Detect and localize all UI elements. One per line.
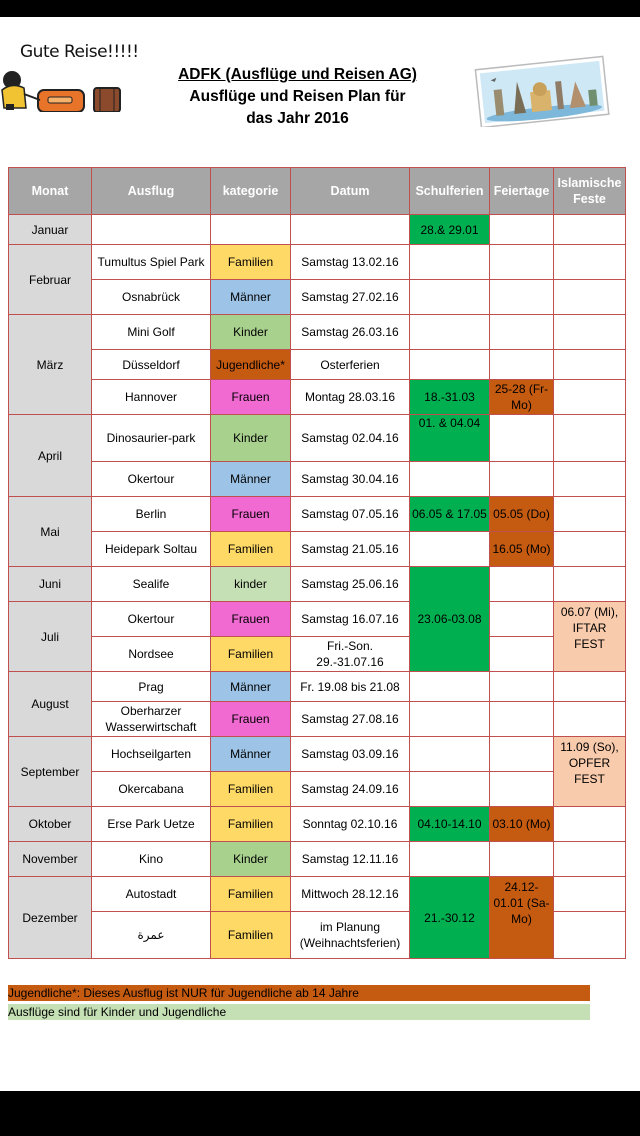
page-title <box>140 64 455 130</box>
islamische-cell <box>554 350 626 380</box>
table-row <box>9 877 626 912</box>
islamische-cell <box>554 532 626 567</box>
ausflug-cell <box>92 215 211 245</box>
datum-cell: Samstag 02.04.16 <box>291 415 410 462</box>
ausflug-cell: Kino <box>92 842 211 877</box>
schulferien-cell: 06.05 & 17.05 <box>410 497 490 532</box>
feiertage-cell <box>490 315 554 350</box>
schulferien-cell: 18.-31.03 <box>410 380 490 415</box>
postcard-image <box>472 55 612 127</box>
islamische-cell <box>554 877 626 912</box>
schulferien-cell <box>410 842 490 877</box>
islamische-cell <box>554 702 626 737</box>
legend-kinder-jugendliche: Ausflüge sind für Kinder und Jugendliche <box>8 1004 590 1020</box>
ausflug-cell: Heidepark Soltau <box>92 532 211 567</box>
islamische-cell <box>554 315 626 350</box>
datum-cell <box>291 215 410 245</box>
schulferien-cell <box>410 315 490 350</box>
datum-cell: Samstag 12.11.16 <box>291 842 410 877</box>
month-cell: Februar <box>9 245 92 315</box>
kategorie-cell: Kinder <box>211 315 291 350</box>
datum-cell: Samstag 21.05.16 <box>291 532 410 567</box>
table-row <box>9 245 626 280</box>
table-row <box>9 602 626 637</box>
schulferien-cell <box>410 737 490 772</box>
kategorie-cell: Männer <box>211 280 291 315</box>
ausflug-cell: Tumultus Spiel Park <box>92 245 211 280</box>
islamische-cell <box>554 280 626 315</box>
month-cell: August <box>9 672 92 737</box>
table-row <box>9 807 626 842</box>
ausflug-cell: Berlin <box>92 497 211 532</box>
schulferien-cell: 21.-30.12 <box>410 877 490 959</box>
feiertage-cell: 03.10 (Mo) <box>490 807 554 842</box>
schulferien-cell: 01. & 04.04 <box>410 415 490 462</box>
table-row <box>9 637 626 672</box>
kategorie-cell: Familien <box>211 637 291 672</box>
datum-cell: Fri.-Son. 29.-31.07.16 <box>291 637 410 672</box>
month-cell: Januar <box>9 215 92 245</box>
kategorie-cell: Männer <box>211 462 291 497</box>
table-row <box>9 315 626 350</box>
datum-cell: Samstag 16.07.16 <box>291 602 410 637</box>
kategorie-cell: Frauen <box>211 497 291 532</box>
feiertage-cell <box>490 672 554 702</box>
table-row <box>9 280 626 315</box>
datum-cell: Samstag 26.03.16 <box>291 315 410 350</box>
ausflug-cell: Nordsee <box>92 637 211 672</box>
logo <box>0 42 139 112</box>
islamische-cell <box>554 842 626 877</box>
month-cell: Juni <box>9 567 92 602</box>
datum-cell: Montag 28.03.16 <box>291 380 410 415</box>
kategorie-cell: Kinder <box>211 842 291 877</box>
feiertage-cell <box>490 350 554 380</box>
ausflug-cell: Oberharzer Wasserwirtschaft <box>92 702 211 737</box>
kategorie-cell: Frauen <box>211 380 291 415</box>
month-cell: März <box>9 315 92 415</box>
schulferien-cell <box>410 672 490 702</box>
feiertage-cell <box>490 567 554 602</box>
ausflug-cell: Prag <box>92 672 211 702</box>
world-landmarks-icon <box>472 55 612 127</box>
datum-cell: Fr. 19.08 bis 21.08 <box>291 672 410 702</box>
islamische-cell: 11.09 (So), OPFER FEST <box>554 737 626 807</box>
ausflug-cell: Okertour <box>92 462 211 497</box>
ausflug-cell: Hannover <box>92 380 211 415</box>
feiertage-cell: 16.05 (Mo) <box>490 532 554 567</box>
table-header-row <box>9 168 626 215</box>
table-row <box>9 415 626 462</box>
ausflug-cell: Osnabrück <box>92 280 211 315</box>
datum-cell: Samstag 07.05.16 <box>291 497 410 532</box>
islamische-cell <box>554 807 626 842</box>
table-row <box>9 702 626 737</box>
feiertage-cell <box>490 280 554 315</box>
logo-text: Gute Reise!!!!! <box>20 42 139 62</box>
kategorie-cell: Familien <box>211 772 291 807</box>
table-row <box>9 462 626 497</box>
kategorie-cell: Familien <box>211 245 291 280</box>
month-cell: April <box>9 415 92 497</box>
schulferien-cell <box>410 532 490 567</box>
table-row <box>9 215 626 245</box>
ausflug-cell: Sealife <box>92 567 211 602</box>
feiertage-cell <box>490 772 554 807</box>
kategorie-cell: Frauen <box>211 602 291 637</box>
header-feiertage: Feiertage <box>490 168 554 215</box>
feiertage-cell <box>490 702 554 737</box>
kategorie-cell: Familien <box>211 532 291 567</box>
table-row <box>9 532 626 567</box>
islamische-cell: 06.07 (Mi), IFTAR FEST <box>554 602 626 672</box>
schedule-sheet <box>0 17 640 1091</box>
datum-cell: Samstag 27.08.16 <box>291 702 410 737</box>
islamische-cell <box>554 462 626 497</box>
table-row <box>9 672 626 702</box>
feiertage-cell: 05.05 (Do) <box>490 497 554 532</box>
islamische-cell <box>554 380 626 415</box>
islamische-cell <box>554 215 626 245</box>
month-cell: September <box>9 737 92 807</box>
schulferien-cell: 28.& 29.01 <box>410 215 490 245</box>
legend-jugendliche: Jugendliche*: Dieses Ausflug ist NUR für Jugendliche ab 14 Jahre <box>8 985 590 1001</box>
header-datum: Datum <box>291 168 410 215</box>
kategorie-cell <box>211 215 291 245</box>
month-cell: Juli <box>9 602 92 672</box>
header-ausflug: Ausflug <box>92 168 211 215</box>
islamische-cell <box>554 415 626 462</box>
kategorie-cell: Männer <box>211 737 291 772</box>
ausflug-cell: Dinosaurier-park <box>92 415 211 462</box>
feiertage-cell: 24.12-01.01 (Sa-Mo) <box>490 877 554 959</box>
feiertage-cell: 25-28 (Fr-Mo) <box>490 380 554 415</box>
datum-cell: Sonntag 02.10.16 <box>291 807 410 842</box>
kategorie-cell: Familien <box>211 877 291 912</box>
islamische-cell <box>554 912 626 959</box>
datum-cell: Samstag 25.06.16 <box>291 567 410 602</box>
schulferien-cell <box>410 772 490 807</box>
datum-cell: Mittwoch 28.12.16 <box>291 877 410 912</box>
datum-cell: im Planung (Weihnachtsferien) <box>291 912 410 959</box>
title-line-1: ADFK (Ausflüge und Reisen AG) <box>178 66 417 83</box>
ausflug-cell: Hochseilgarten <box>92 737 211 772</box>
table-row <box>9 772 626 807</box>
title-line-3: das Jahr 2016 <box>246 110 349 127</box>
kategorie-cell: Männer <box>211 672 291 702</box>
islamische-cell <box>554 245 626 280</box>
month-cell: Oktober <box>9 807 92 842</box>
ausflug-cell: Erse Park Uetze <box>92 807 211 842</box>
datum-cell: Osterferien <box>291 350 410 380</box>
month-cell: Dezember <box>9 877 92 959</box>
kategorie-cell: Kinder <box>211 415 291 462</box>
plan-table <box>8 167 626 959</box>
datum-cell: Samstag 30.04.16 <box>291 462 410 497</box>
kategorie-cell: Jugendliche* <box>211 350 291 380</box>
table-row <box>9 842 626 877</box>
header-kategorie: kategorie <box>211 168 291 215</box>
title-line-2: Ausflüge und Reisen Plan für <box>189 88 406 105</box>
datum-cell: Samstag 24.09.16 <box>291 772 410 807</box>
datum-cell: Samstag 03.09.16 <box>291 737 410 772</box>
table-row <box>9 350 626 380</box>
feiertage-cell <box>490 637 554 672</box>
kategorie-cell: kinder <box>211 567 291 602</box>
schulferien-cell <box>410 350 490 380</box>
header-islamische-feste: Islamische Feste <box>554 168 626 215</box>
ausflug-cell: Mini Golf <box>92 315 211 350</box>
feiertage-cell <box>490 737 554 772</box>
feiertage-cell <box>490 215 554 245</box>
kategorie-cell: Familien <box>211 912 291 959</box>
schulferien-cell <box>410 245 490 280</box>
schulferien-cell: 23.06-03.08 <box>410 567 490 672</box>
feiertage-cell <box>490 245 554 280</box>
islamische-cell <box>554 567 626 602</box>
ausflug-cell: عمرة <box>92 912 211 959</box>
ausflug-cell: Okercabana <box>92 772 211 807</box>
feiertage-cell <box>490 415 554 462</box>
header-monat: Monat <box>9 168 92 215</box>
islamische-cell <box>554 672 626 702</box>
month-cell: Mai <box>9 497 92 567</box>
kategorie-cell: Familien <box>211 807 291 842</box>
ausflug-cell: Düsseldorf <box>92 350 211 380</box>
ausflug-cell: Autostadt <box>92 877 211 912</box>
feiertage-cell <box>490 842 554 877</box>
schulferien-cell <box>410 702 490 737</box>
schulferien-cell <box>410 462 490 497</box>
table-row <box>9 567 626 602</box>
table-row <box>9 737 626 772</box>
islamische-cell <box>554 497 626 532</box>
datum-cell: Samstag 27.02.16 <box>291 280 410 315</box>
feiertage-cell <box>490 462 554 497</box>
datum-cell: Samstag 13.02.16 <box>291 245 410 280</box>
ausflug-cell: Okertour <box>92 602 211 637</box>
kategorie-cell: Frauen <box>211 702 291 737</box>
schulferien-cell: 04.10-14.10 <box>410 807 490 842</box>
feiertage-cell <box>490 602 554 637</box>
table-row <box>9 380 626 415</box>
schulferien-cell <box>410 280 490 315</box>
table-row <box>9 497 626 532</box>
header-schulferien: Schulferien <box>410 168 490 215</box>
month-cell: November <box>9 842 92 877</box>
